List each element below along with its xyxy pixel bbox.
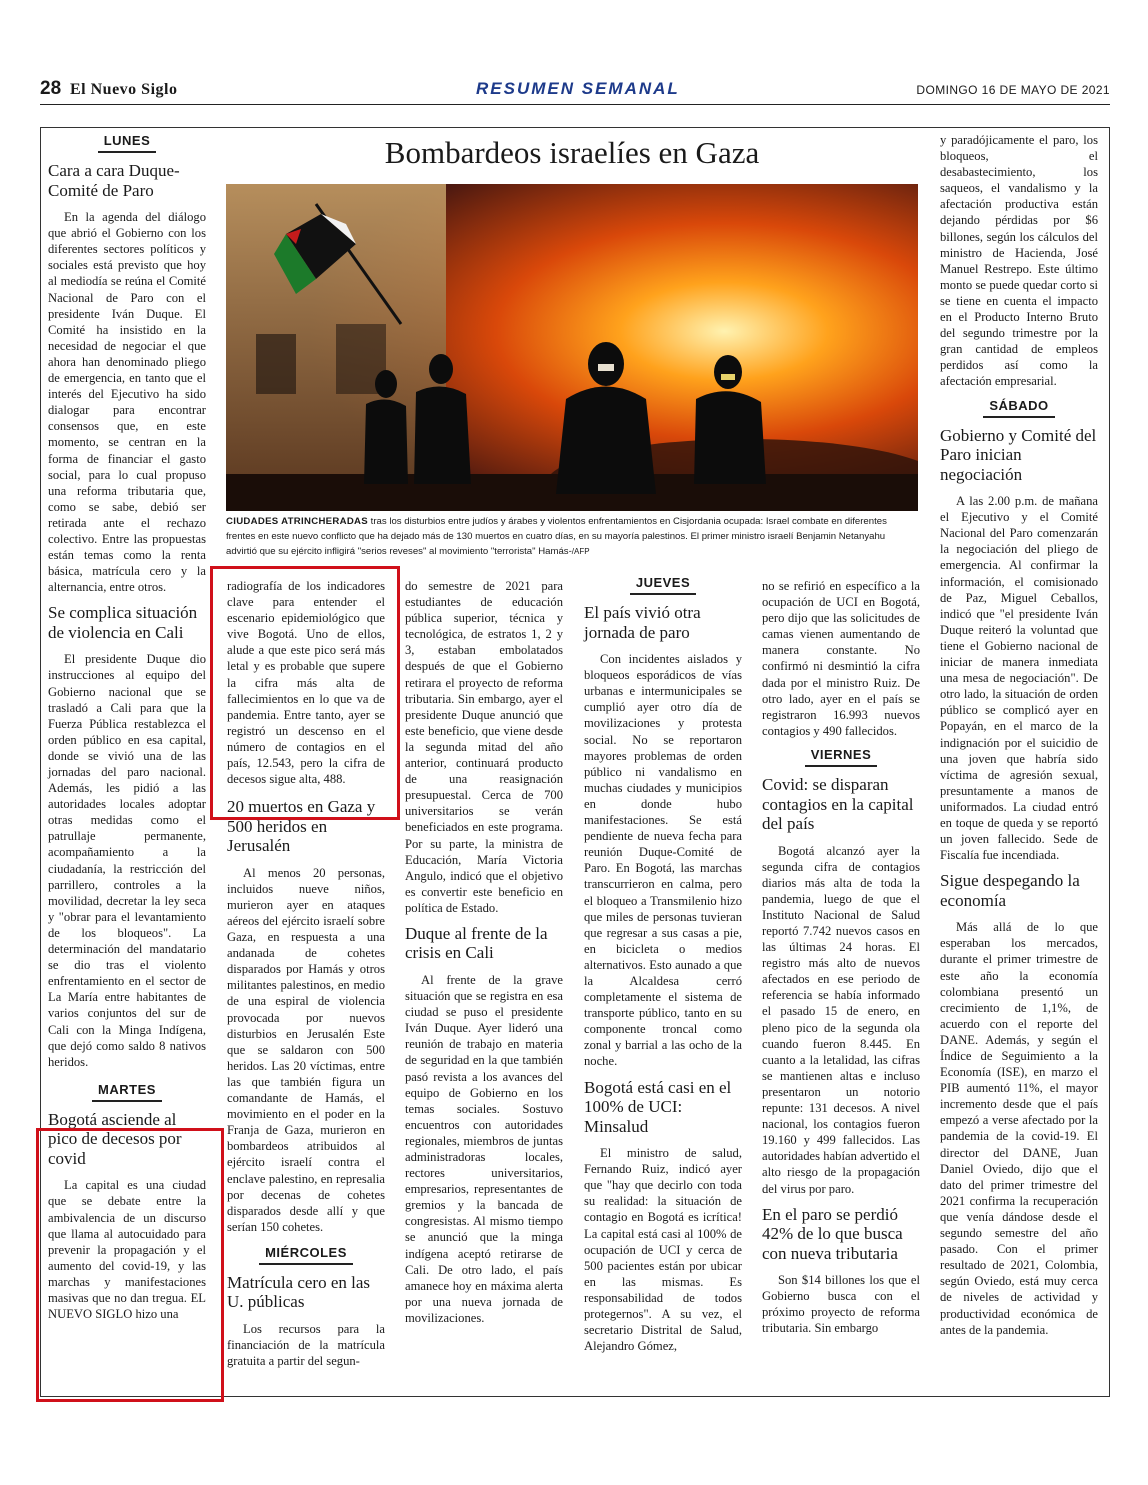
article-body: Los recursos para la financiación de la matrícula gratuita a partir del segun- <box>227 1321 385 1369</box>
day-heading-viernes: VIERNES <box>762 747 920 767</box>
headline: Duque al frente de la crisis en Cali <box>405 923 548 963</box>
column-6 <box>940 132 1098 1340</box>
caption-lead: CIUDADES ATRINCHERADAS <box>226 516 368 527</box>
headline: Matrícula cero en las U. públicas <box>227 1272 371 1312</box>
news-photo <box>226 184 918 511</box>
feature-title: Bombardeos israelíes en Gaza <box>384 135 760 170</box>
headline: Cara a cara Duque-Comité de Paro <box>48 161 180 200</box>
article-body: Son $14 billones los que el Gobierno busca con el próximo proyecto de reforma tributaria. Sin embargo <box>762 1273 920 1336</box>
issue-date: DOMINGO 16 DE MAYO DE 2021 <box>916 83 1110 97</box>
day-heading-jueves: JUEVES <box>584 575 742 595</box>
article-body: El presidente Duque dio instrucciones al equipo del Gobierno nacional que se trasladó a Cali para que la Fuerza Pública restablezca el orden público en esa capital, donde se vivió una de las jornadas del paro nacional. Además, les pidió a las autoridades locales adoptar otras medidas como el patrullaje permanente, acompañamiento a la ciudadanía, la restricción del parrillero, controles a la movilidad, decretar la ley seca y "obrar para el levantamiento de los bloqueos". La determinación del mandatario se dio tras el violento enfrentamiento en el sector de La María entre habitantes de varios conjuntos del sur de Cali con la Minga Indígena, que dejó como saldo 8 nativos heridos. <box>48 652 206 1069</box>
article-body: La capital es una ciudad que se debate entre la ambivalencia de un discurso que llama al autocuidado para prevenir la propagación y el aumento del covid-19, y las marchas y manifestaciones masivas que no dan tregua. EL NUEVO SIGLO hizo una <box>48 1178 206 1322</box>
article-body: En la agenda del diálogo que abrió el Gobierno con los diferentes sectores políticos y sociales está previsto que hoy al mediodía se reúna el Comité Nacional de Paro con el presidente Iván Duque. El Comité ha insistido en la necesidad de negociar el que ahora han denominado pliego de emergencia, en tanto que el interés del Ejecutivo ha sido dialogar para encontrar consensos que, en este momento, se centran en la forma de financiar el gasto social, para lo cual propuso una reforma tributaria que, como se sabe, debió ser retirada ante el rechazo colectivo. Entre las propuestas están temas como la renta básica, matrícula cero y la alternancia, entre otros. <box>48 210 206 595</box>
photo-illustration <box>226 184 918 511</box>
headline: Bogotá está casi en el 100% de UCI: Minsalud <box>584 1077 732 1136</box>
headline: Gobierno y Comité del Paro inician negociación <box>940 425 1097 484</box>
article-body: A las 2.00 p.m. de mañana el Ejecutivo y el Comité Nacional del Paro comenzarán la negociación del pliego de emergencia. Al confirmar la información, el comisionado de Paz, Miguel Ceballos, indicó que "el presidente Iván Duque reiteró la voluntad que tiene el Gobierno nacional de iniciar de manera inmediata una mesa de negociación". De otro lado, la situación de orden público se complicó ayer en Popayán, en el marco de la indignación por el suicidio de una joven que habría sido víctima de agresión sexual, presuntamente a manos de uniformados. La ciudad entró en toque de queda y se reportó un joven fallecido. Sede de Fiscalía fue incendiada. <box>940 494 1098 863</box>
article-body-continued: y paradójicamente el paro, los bloqueos, el desabastecimiento, los saqueos, el vandalismo y la afectación productiva están dejando pérdidas por $6 billones, según los cálculos del ministro de Hacienda, José Manuel Restrepo. Este último monto se puede quedar corto si se tiene en cuenta el impacto en el Producto Interno Bruto del segundo trimestre por la gran cantidad de empleos perdidos así como la afectación empresarial. <box>940 133 1098 389</box>
article-body: Al frente de la grave situación que se registra en esa ciudad se puso el presidente Iván Duque. Ayer lideró una reunión de trabajo en materia de seguridad en la que también pasó revista a los avances del equipo de Gobierno en los temas sociales. Sostuvo encuentros con autoridades regionales, miembros de juntas administradoras locales, rectores universitarios, empresarios, representantes de gremios y la bancada de congresistas. Al mismo tiempo se anunció que la minga indígena aceptó retirarse de Cali. De otro lado, el país amanece hoy en máxima alerta por una nueva jornada de movilizaciones. <box>405 972 563 1325</box>
column-4 <box>584 572 742 1356</box>
headline: Se complica situación de violencia en Cali <box>48 603 198 642</box>
day-heading-lunes: LUNES <box>48 133 206 153</box>
headline: En el paro se perdió 42% de lo que busca con nueva tributaria <box>762 1204 903 1263</box>
headline: 20 muertos en Gaza y 500 heridos en Jerusalén <box>227 797 376 856</box>
article-body: Con incidentes aislados y bloqueos esporádicos de vías urbanas e intermunicipales se cumplió ayer otro día de movilizaciones y protesta social. No se reportaron mayores problemas de orden público ni vandalismo en muchas ciudades y municipios en donde hubo manifestaciones. Se está pendiente de nueva fecha para reunión Duque-Comité de Paro. En Bogotá, las marchas transcurrieron en calma, pero el bloqueo a Transmilenio hizo que miles de personas tuvieran que regresar a sus casas a pie, en bicicleta o medios alternativos. Esto aunado a que la Alcaldesa cerró completamente el sistema de transporte público, tanto en su componente troncal como zonal y barrial a las ocho de la noche. <box>584 652 742 1069</box>
article-body-continued: radiografía de los indicadores clave para entender el escenario epidemiológico que vive Bogotá. Uno de ellos, alude a que este pico será más letal y es probable que supere la cifra más alta de fallecimientos en lo que va de pandemia. Entre tanto, ayer se registró un descenso en el número de contagios en el país, 12.543, pero la cifra de decesos sigue alta, 488. <box>227 579 385 787</box>
headline: Sigue despegando la economía <box>940 871 1080 910</box>
article-body: Más allá de lo que esperaban los mercados, durante el primer trimestre de este año la economía colombiana presentó un crecimiento de 1,1%, de acuerdo con el reporte del DANE. Además, y según el Índice de Seguimiento a la Economía (ISE), en marzo el PIB aumentó 11%, el mayor incremento desde que el país empezó a verse afectado por la pandemia de la covid-19. El director del DANE, Juan Daniel Oviedo, dijo que el dato del primer trimestre del 2021 confirma la recuperación que venía dándose desde el segundo semestre del año pasado. Con el primer resultado de 2021, Colombia, según Oviedo, está muy cerca de niveles de actividad y productividad económica de antes de la pandemia. <box>940 920 1098 1337</box>
page-header <box>40 76 1110 102</box>
column-2 <box>227 578 385 1371</box>
photo-caption <box>226 514 918 559</box>
day-heading-sabado: SÁBADO <box>940 398 1098 418</box>
headline: Covid: se disparan contagios en la capital del país <box>762 775 914 834</box>
section-title: RESUMEN SEMANAL <box>476 79 680 98</box>
article-body-continued: do semestre de 2021 para estudiantes de educación pública superior, técnica y tecnológica, de estratos 1, 2 y 3, estaban embolatados después de que el Gobierno retirara el proyecto de reforma tributaria. Sin embargo, ayer el presidente Duque anunció que este beneficio, que viene desde la segunda mitad del año anterior, continuará producto de una reasignación presupuestal. Cerca de 700 universitarios se verán beneficiados en este programa. Por su parte, la ministra de Educación, María Victoria Angulo, indicó que el objetivo es convertir este beneficio en política de Estado. <box>405 579 563 915</box>
column-5 <box>762 578 920 1338</box>
page-number: 28 <box>40 78 62 99</box>
photo-credit: /AFP <box>571 547 590 556</box>
day-heading-miercoles: MIÉRCOLES <box>227 1245 385 1265</box>
publication-logo: El Nuevo Siglo <box>70 81 178 98</box>
headline: Bogotá asciende al pico de decesos por covid <box>48 1109 182 1168</box>
article-body: Al menos 20 personas, incluidos nueve niños, murieron ayer en ataques aéreos del ejército israelí sobre Gaza, en respuesta a una andanada de cohetes disparados por Hamás y otros militantes palestinos, en medio de una espiral de violencia provocada por nuevos disturbios en Jerusalén Este que se saldaron con 500 heridos. Las 20 víctimas, entre las que también figura un comandante de Hamás, el movimiento en el poder en la Franja de Gaza, murieron en bombardeos atribuidos al ejército israelí contra el enclave palestino, en represalia por decenas de cohetes disparados desde allí y que serían 150 cohetes. <box>227 865 385 1234</box>
headline: El país vivió otra jornada de paro <box>584 603 701 642</box>
article-body: El ministro de salud, Fernando Ruiz, indicó ayer que "hay que decirlo con toda su realidad: la situación de contagio en Bogotá es icrítica! La capital está casi al 100% de ocupación de UCI y cerca de 500 pacientes están por ubicar en las mismas. Es responsabilidad de todos protegernos". A su vez, el secretario Distrital de Salud, Alejandro Gómez, <box>584 1146 742 1354</box>
column-3 <box>405 578 563 1328</box>
column-1 <box>48 130 206 1324</box>
caption-text: tras los disturbios entre judíos y árabes y violentos enfrentamientos en Cisjordania ocupada: Israel combate en diferentes frentes en este nuevo conflicto que ha dejado más de 130 muertos en cuatro días, en su mayoría palestinos. El primer ministro israelí Benjamin Netanyahu advirtió que su ejército infligirá "serios reveses" al movimiento "terrorista" Hamás- <box>226 516 887 557</box>
article-body-continued: no se refirió en específico a la ocupación de UCI en Bogotá, pero dijo que las solicitudes de camas vienen aumentando de manera constante. No confirmó ni desmintió la cifra dada por el ministro Ruiz. De otro lado, ayer en el país se registraron 16.993 nuevos contagios y 490 fallecidos. <box>762 579 920 738</box>
header-rule <box>40 104 1110 105</box>
article-body: Bogotá alcanzó ayer la segunda cifra de contagios diarios más alta de toda la pandemia, luego de que el Instituto Nacional de Salud reportó 7.742 nuevos casos en las últimas 24 horas. El registro más alto de nuevos afectados en ese periodo de referencia se había informado el pasado 15 de enero, en pleno pico de la segunda ola cuando fueron 8.445. En cuanto a la letalidad, las cifras se mantienen altas e incluso presentaron un notorio repunte: 131 decesos. A nivel nacional, los contagios fueron 19.160 y 499 fallecidos. Las autoridades habían advertido el alto riesgo de la propagación del virus por paro. <box>762 843 920 1196</box>
day-heading-martes: MARTES <box>48 1082 206 1102</box>
